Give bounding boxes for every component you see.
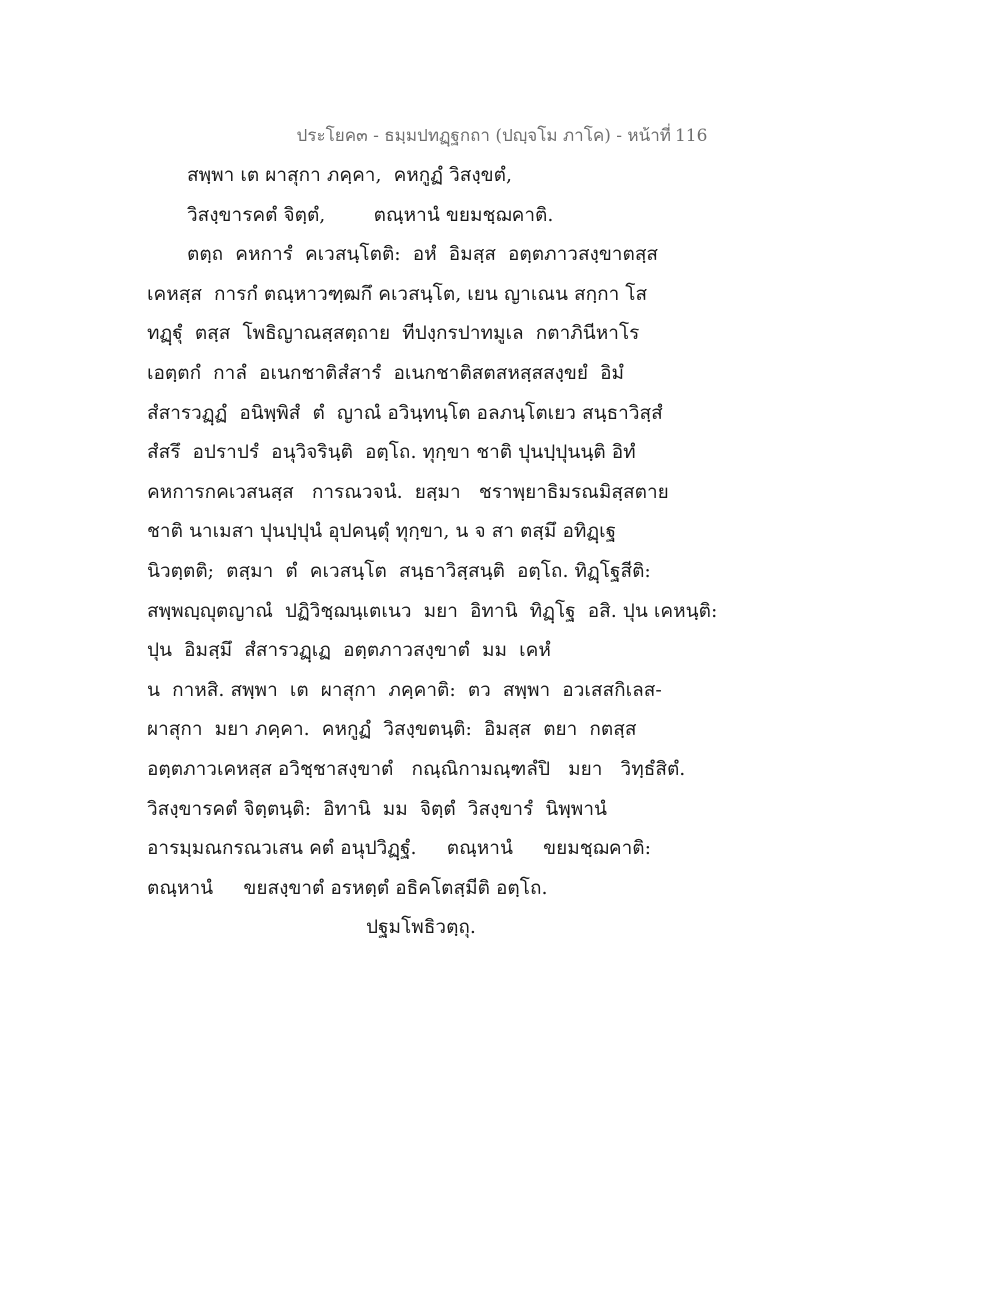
commentary-line: สํสารวฏฺฏํ อนิพฺพิสํ ตํ ญาณํ อวินฺทนฺโต อลภนฺโตเยว สนฺธาวิสฺสํ: [147, 401, 663, 424]
commentary-line: อตฺตภาวเคหสฺส อวิชฺชาสงฺขาตํ กณฺณิกามณฺฑลํปิ มยา วิทฺธํสิตํ.: [147, 757, 686, 780]
verse-line: วิสงฺขารคตํ จิตฺตํ, ตณฺหานํ ขยมชฺฌคาติ.: [187, 203, 554, 226]
closing-title: ปฐมโพธิวตฺถุ.: [366, 916, 476, 939]
commentary-line: ตตฺถ คหการํ คเวสนฺโตติ: อหํ อิมสฺส อตฺตภาวสงฺขาตสฺส: [187, 243, 659, 266]
commentary-line: คหการกคเวสนสฺส การณวจนํ. ยสฺมา ชราพฺยาธิมรณมิสฺสตาย: [147, 480, 669, 503]
commentary-line: ผาสุกา มยา ภคฺคา. คหกูฏํ วิสงฺขตนฺติ: อิมสฺส ตยา กตสฺส: [147, 718, 637, 741]
commentary-line: อารมฺมณกรณวเสน คตํ อนุปวิฏฺฐํ. ตณฺหานํ ขยมชฺฌคาติ:: [147, 837, 652, 860]
commentary-line: เคหสฺส การกํ ตณฺหาวฑฺฒกึ คเวสนฺโต, เยน ญาเณน สกฺกา โส: [147, 282, 648, 305]
commentary-line: เอตฺตกํ กาลํ อเนกชาติสํสารํ อเนกชาติสตสหสฺสสงฺขยํ อิมํ: [147, 361, 625, 384]
commentary-line: สพฺพญฺญุตญาณํ ปฏิวิชฺฌนฺเตเนว มยา อิทานิ ทิฏฺโฐ อสิ. ปุน เคหนฺติ:: [147, 599, 718, 622]
commentary-line: ปุน อิมสฺมึ สํสารวฏฺเฏ อตฺตภาวสงฺขาตํ มม เคหํ: [147, 639, 551, 662]
verse-line: สพฺพา เต ผาสุกา ภคฺคา, คหกูฏํ วิสงฺขตํ,: [187, 164, 513, 186]
commentary-line: ชาติ นาเมสา ปุนปฺปุนํ อุปคนฺตุํ ทุกฺขา, น จ สา ตสฺมึ อทิฏฺเฐ: [147, 520, 617, 543]
page-header: [0, 122, 1000, 149]
body-text: [147, 156, 718, 948]
page-number: 116: [674, 126, 708, 146]
header-title: ประโยค๓ - ธมฺมปทฏฺฐกถา (ปญฺจโม ภาโค) - หน้าที่: [296, 126, 671, 146]
commentary-line: สํสรึ อปราปรํ อนุวิจรินฺติ อตฺโถ. ทุกฺขา ชาติ ปุนปฺปุนนฺติ อิทํ: [147, 441, 636, 464]
commentary-line: วิสงฺขารคตํ จิตฺตนฺติ: อิทานิ มม จิตฺตํ วิสงฺขารํ นิพฺพานํ: [147, 797, 607, 820]
commentary-line: น กาหสิ. สพฺพา เต ผาสุกา ภคฺคาติ: ตว สพฺพา อวเสสกิเลส-: [147, 678, 662, 701]
commentary-line: ทฏฺฐุํ ตสฺส โพธิญาณสฺสตฺถาย ทีปงฺกรปาทมูเล กตาภินีหาโร: [147, 322, 640, 345]
commentary-line: นิวตฺตติ; ตสฺมา ตํ คเวสนฺโต สนฺธาวิสฺสนฺติ อตฺโถ. ทิฏฺโฐสีติ:: [147, 559, 651, 582]
commentary-line: ตณฺหานํ ขยสงฺขาตํ อรหตฺตํ อธิคโตสฺมีติ อตฺโถ.: [147, 876, 548, 899]
